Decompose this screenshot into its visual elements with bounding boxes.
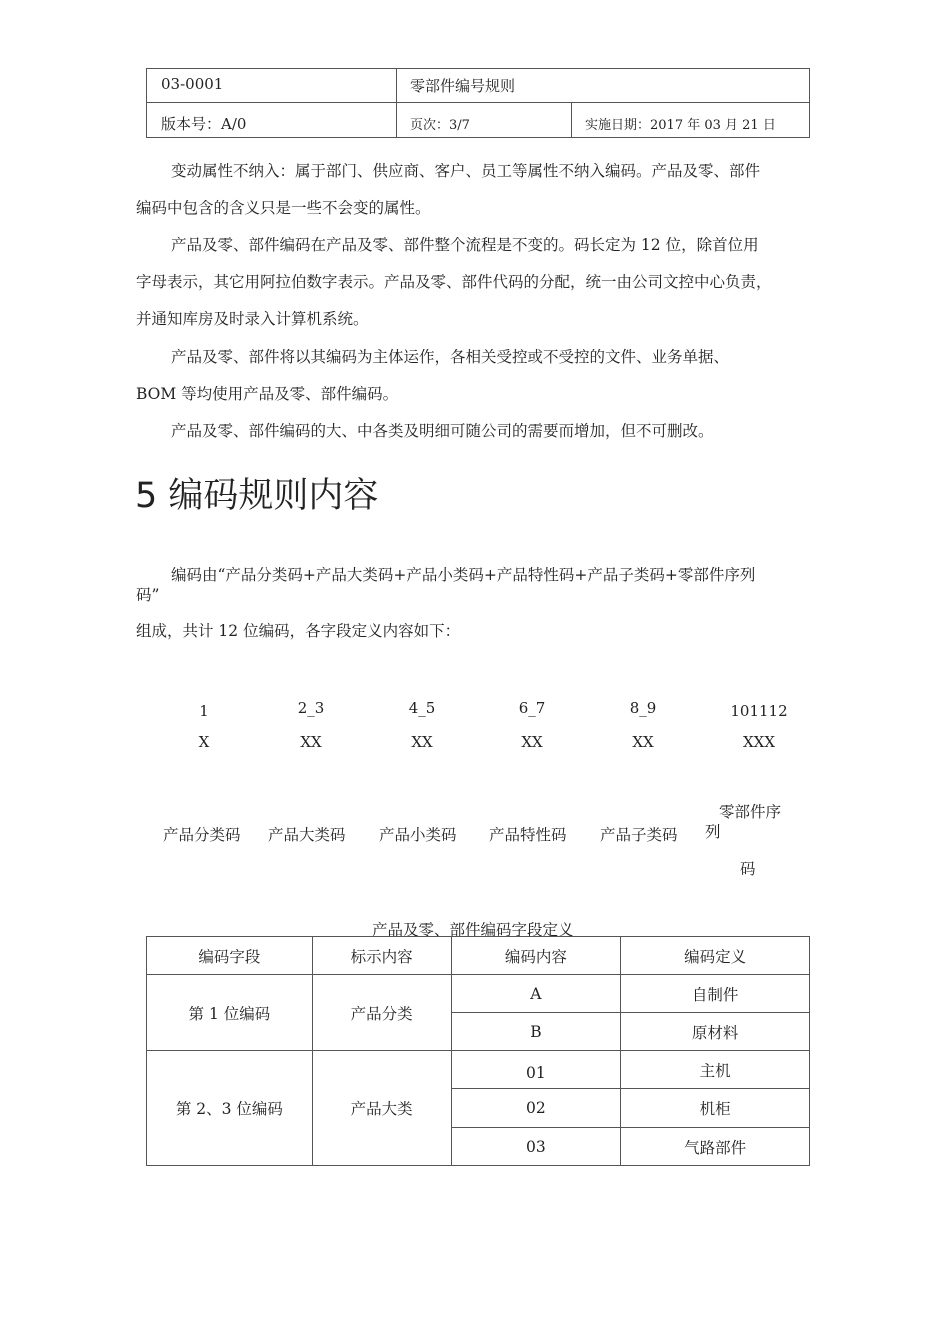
column-header: 标示内容 — [312, 937, 451, 975]
page-number: 页次：3/7 — [410, 118, 470, 133]
code-cell: 01 — [451, 1051, 621, 1089]
content-cell: 产品分类 — [312, 975, 451, 1051]
header-divider — [147, 102, 809, 103]
doc-number: 03-0001 — [161, 75, 224, 93]
segment-label: 产品大类码 — [268, 826, 346, 844]
version-number: 版本号：A/0 — [161, 115, 247, 133]
paragraph-code-extension — [136, 421, 826, 441]
position-label: 6_7 — [518, 699, 546, 717]
position-label: 101112 — [730, 702, 788, 720]
segment-label-clipped — [740, 857, 756, 878]
placeholder-label: XX — [411, 733, 433, 751]
text-line: 并通知库房及时录入计算机系统。 — [136, 310, 369, 328]
placeholder-label: X — [198, 733, 210, 751]
text-line: 字母表示，其它用阿拉伯数字表示。产品及零、部件代码的分配，统一由公司文控中心负责， — [136, 273, 772, 291]
placeholder-label: XXX — [742, 733, 776, 751]
field-definition-table — [146, 936, 810, 1166]
column-header: 编码字段 — [147, 937, 313, 975]
text-line: 编码由“产品分类码+产品大类码+产品小类码+产品特性码+产品子类码+零部件序列 — [171, 566, 756, 584]
section-heading: 5 编码规则内容 — [135, 476, 379, 516]
position-label: 4_5 — [408, 699, 436, 717]
segment-label: 产品特性码 — [489, 826, 567, 844]
segment-label: 列 — [705, 823, 721, 841]
segment-label: 码 — [740, 860, 756, 878]
column-header: 编码内容 — [451, 937, 621, 975]
position-label: 1 — [199, 702, 209, 720]
text-line: 产品及零、部件编码在产品及零、部件整个流程是不变的。码长定为 12 位，除首位用 — [171, 236, 759, 254]
paragraph-code-usage — [136, 347, 826, 404]
intro-summary: 组成，共计 12 位编码，各字段定义内容如下： — [136, 622, 461, 640]
field-cell: 第 2、3 位编码 — [147, 1051, 313, 1166]
table-row — [147, 1051, 810, 1089]
placeholder-label: XX — [521, 733, 543, 751]
code-cell: 03 — [451, 1128, 621, 1166]
code-cell: A — [451, 975, 621, 1013]
text-line: BOM 等均使用产品及零、部件编码。 — [136, 385, 399, 403]
header-divider — [396, 69, 397, 137]
segment-label: 产品子类码 — [600, 826, 678, 844]
text-line: 变动属性不纳入：属于部门、供应商、客户、员工等属性不纳入编码。产品及零、部件 — [171, 162, 761, 180]
intro-paragraph — [136, 565, 826, 605]
segment-label: 零部件序 — [719, 803, 782, 821]
text-line: 码” — [136, 586, 160, 604]
placeholder-label: XX — [632, 733, 654, 751]
effective-date: 实施日期：2017 年 03 月 21 日 — [585, 118, 776, 133]
position-label: 2_3 — [297, 699, 325, 717]
text-line: 产品及零、部件编码的大、中各类及明细可随公司的需要而增加，但不可删改。 — [171, 422, 714, 440]
header-divider — [571, 102, 572, 137]
placeholder-label: XX — [300, 733, 322, 751]
definition-cell: 自制件 — [621, 975, 810, 1013]
definition-cell: 主机 — [621, 1051, 810, 1089]
table-header-row — [147, 937, 810, 975]
table-row — [147, 975, 810, 1013]
segment-label: 产品小类码 — [379, 826, 457, 844]
code-cell: B — [451, 1013, 621, 1051]
content-cell: 产品大类 — [312, 1051, 451, 1166]
field-cell: 第 1 位编码 — [147, 975, 313, 1051]
paragraph-code-length — [136, 235, 826, 329]
doc-title: 零部件编号规则 — [410, 77, 516, 95]
definition-cell: 机柜 — [621, 1089, 810, 1128]
segment-label: 产品分类码 — [163, 826, 241, 844]
table-caption: 产品及零、部件编码字段定义 — [372, 921, 574, 939]
paragraph-variable-attributes — [136, 161, 826, 218]
text-line: 产品及零、部件将以其编码为主体运作，各相关受控或不受控的文件、业务单据、 — [171, 348, 730, 366]
column-header: 编码定义 — [621, 937, 810, 975]
text-line: 编码中包含的含义只是一些不会变的属性。 — [136, 199, 431, 217]
position-label: 8_9 — [629, 699, 657, 717]
definition-cell: 原材料 — [621, 1013, 810, 1051]
code-cell: 02 — [451, 1089, 621, 1128]
definition-cell: 气路部件 — [621, 1128, 810, 1166]
document-header-table — [146, 68, 810, 138]
